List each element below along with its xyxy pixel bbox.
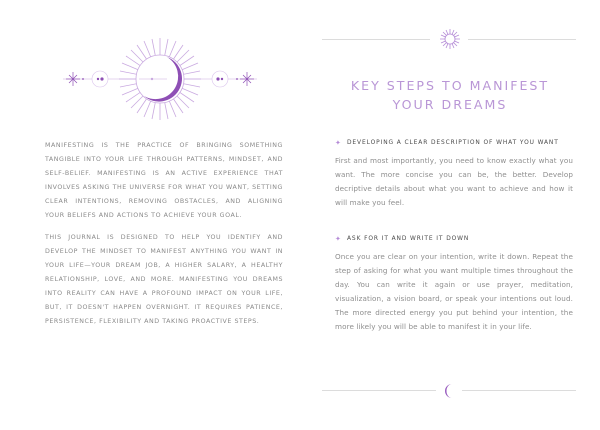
header-divider-left bbox=[322, 39, 430, 40]
intro-paragraph-2: THIS JOURNAL IS DESIGNED TO HELP YOU IDENTIFY AND DEVELOP THE MINDSET TO MANIFEST ANYTHING YOU WANT IN YOUR LIFE—YOUR DREAM JOB, A HIGHER SALARY, A HEALTHY RELATIONSHIP, LOVE, AND MORE. MANIFESTING YOU DREAMS INTO REALITY CAN HAVE A PROFOUND IMPACT ON YOUR LIFE, BUT, IT DOESN'T HAPPEN OVERNIGHT. IT REQUIRES PATIENCE, PERSISTENCE, FLEXIBILITY AND TAKING PROACTIVE STEPS. bbox=[45, 233, 283, 326]
step-heading: ASK FOR IT AND WRITE IT DOWN bbox=[347, 236, 470, 242]
step-description: First and most importantly, you need to know exactly what you want. The more concise you can be, the better. Develop decriptive details about what you want to achieve and how it will make you feel. bbox=[335, 156, 573, 208]
title-line-2: YOUR DREAMS bbox=[392, 97, 508, 112]
header-divider-right bbox=[468, 39, 576, 40]
page-title bbox=[320, 76, 580, 114]
intro-paragraph-1: MANIFESTING IS THE PRACTICE OF BRINGING SOMETHING TANGIBLE INTO YOUR LIFE THROUGH PATTERNS, MINDSET, AND SELF-BELIEF. MANIFESTING IS AN ACTIVE EXPERIENCE THAT INVOLVES ASKING THE UNIVERSE FOR WHAT YOU WANT, SETTING CLEAR INTENTIONS, REMOVING OBSTACLES, AND ALIGNING YOUR BELIEFS AND ACTIONS TO ACHIEVE YOUR GOAL. bbox=[45, 142, 283, 220]
star-bullet-icon: ✦ bbox=[335, 139, 342, 147]
star-bullet-icon: ✦ bbox=[335, 235, 342, 243]
title-line-1: KEY STEPS TO MANIFEST bbox=[350, 78, 550, 93]
celestial-ornament-icon bbox=[55, 30, 265, 125]
right-page bbox=[300, 0, 600, 430]
step-description: Once you are clear on your intention, write it down. Repeat the step of asking for what you want multiple times throughout the day. You can write it again or use prayer, meditation, visualization, a vision board, or speak your intentions out loud. The more directed energy you put behind your intention, the more likely you will be able to manifest it in your life. bbox=[335, 252, 573, 332]
step-item bbox=[335, 137, 573, 210]
footer-divider-left bbox=[322, 390, 436, 391]
step-item bbox=[335, 233, 573, 335]
footer-divider-right bbox=[462, 390, 576, 391]
step-heading: DEVELOPING A CLEAR DESCRIPTION OF WHAT YOU WANT bbox=[347, 140, 559, 146]
crescent-moon-icon bbox=[443, 383, 457, 399]
intro-text bbox=[45, 139, 283, 336]
sun-icon bbox=[439, 28, 461, 50]
